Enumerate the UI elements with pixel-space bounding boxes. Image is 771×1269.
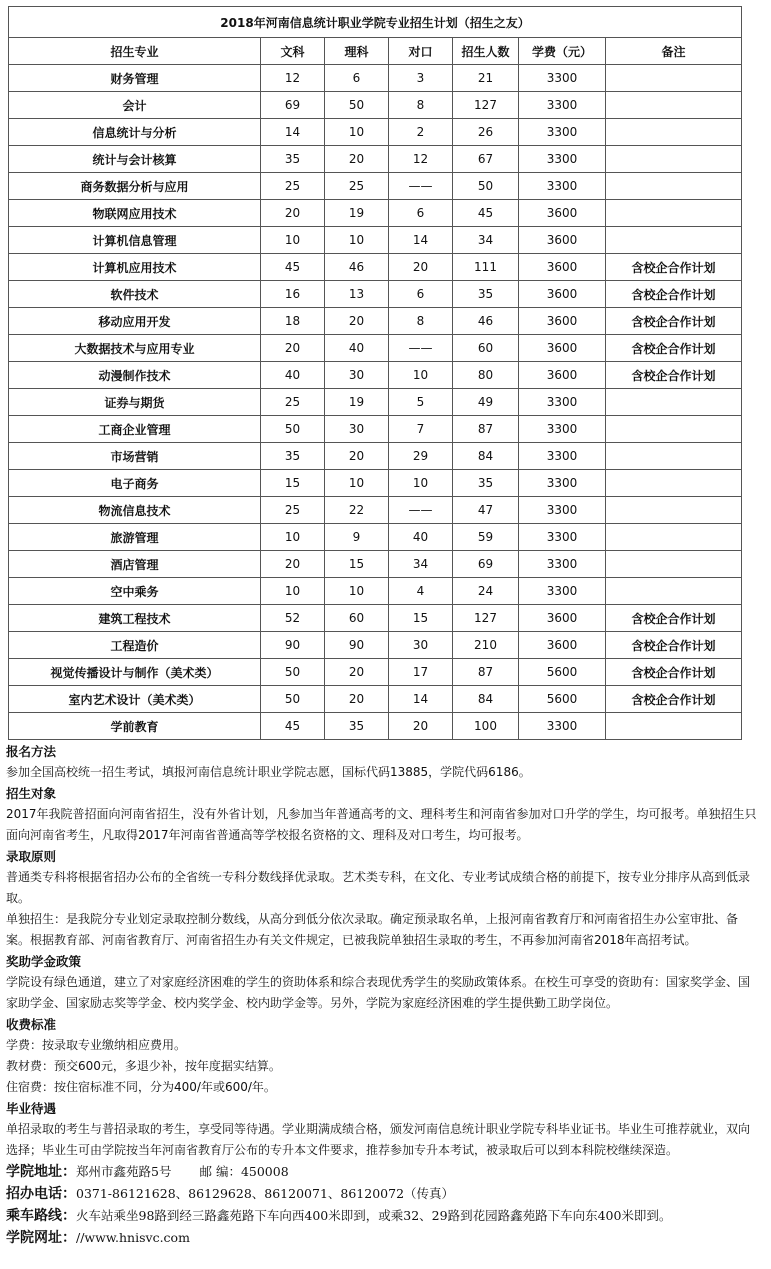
science-cell: 20 xyxy=(325,443,389,470)
table-row xyxy=(9,200,742,227)
science-cell: 10 xyxy=(325,119,389,146)
arts-cell: 50 xyxy=(261,686,325,713)
vocational-cell: 2 xyxy=(389,119,453,146)
table-row xyxy=(9,173,742,200)
vocational-cell: 20 xyxy=(389,254,453,281)
table-row xyxy=(9,281,742,308)
section-title-signup: 报名方法 xyxy=(6,744,57,759)
tuition-cell: 3300 xyxy=(519,497,606,524)
major-cell: 建筑工程技术 xyxy=(9,605,261,632)
major-cell: 室内艺术设计（美术类） xyxy=(9,686,261,713)
tuition-cell: 3300 xyxy=(519,389,606,416)
column-header: 对口 xyxy=(389,38,453,65)
total-cell: 80 xyxy=(453,362,519,389)
website-row xyxy=(6,1227,760,1249)
major-cell: 物联网应用技术 xyxy=(9,200,261,227)
tuition-cell: 3600 xyxy=(519,227,606,254)
note-cell xyxy=(606,497,742,524)
total-cell: 60 xyxy=(453,335,519,362)
arts-cell: 45 xyxy=(261,254,325,281)
tuition-cell: 3300 xyxy=(519,65,606,92)
vocational-cell: —— xyxy=(389,173,453,200)
tuition-cell: 3600 xyxy=(519,254,606,281)
arts-cell: 35 xyxy=(261,146,325,173)
total-cell: 26 xyxy=(453,119,519,146)
total-cell: 84 xyxy=(453,686,519,713)
note-cell xyxy=(606,443,742,470)
tuition-cell: 3600 xyxy=(519,362,606,389)
arts-cell: 25 xyxy=(261,389,325,416)
arts-cell: 14 xyxy=(261,119,325,146)
vocational-cell: 30 xyxy=(389,632,453,659)
arts-cell: 52 xyxy=(261,605,325,632)
phone-row xyxy=(6,1183,760,1205)
address-value: 郑州市鑫苑路5号 xyxy=(76,1164,172,1179)
table-row xyxy=(9,146,742,173)
arts-cell: 45 xyxy=(261,713,325,740)
major-cell: 财务管理 xyxy=(9,65,261,92)
table-row xyxy=(9,335,742,362)
tuition-cell: 3600 xyxy=(519,200,606,227)
science-cell: 25 xyxy=(325,173,389,200)
total-cell: 127 xyxy=(453,92,519,119)
arts-cell: 25 xyxy=(261,497,325,524)
postcode-label: 邮 编： xyxy=(199,1164,241,1179)
tuition-cell: 3300 xyxy=(519,119,606,146)
science-cell: 13 xyxy=(325,281,389,308)
fees-tuition: 学费：按录取专业缴纳相应费用。 xyxy=(6,1038,187,1052)
total-cell: 87 xyxy=(453,416,519,443)
science-cell: 10 xyxy=(325,470,389,497)
note-cell xyxy=(606,416,742,443)
vocational-cell: 14 xyxy=(389,227,453,254)
science-cell: 9 xyxy=(325,524,389,551)
total-cell: 49 xyxy=(453,389,519,416)
science-cell: 19 xyxy=(325,200,389,227)
major-cell: 空中乘务 xyxy=(9,578,261,605)
total-cell: 21 xyxy=(453,65,519,92)
science-cell: 19 xyxy=(325,389,389,416)
science-cell: 30 xyxy=(325,362,389,389)
vocational-cell: 12 xyxy=(389,146,453,173)
vocational-cell: 15 xyxy=(389,605,453,632)
major-cell: 工程造价 xyxy=(9,632,261,659)
column-header: 理科 xyxy=(325,38,389,65)
total-cell: 69 xyxy=(453,551,519,578)
column-header: 招生人数 xyxy=(453,38,519,65)
column-header: 学费（元） xyxy=(519,38,606,65)
major-cell: 会计 xyxy=(9,92,261,119)
note-cell xyxy=(606,551,742,578)
arts-cell: 20 xyxy=(261,200,325,227)
science-cell: 20 xyxy=(325,308,389,335)
total-cell: 84 xyxy=(453,443,519,470)
signup-text: 参加全国高校统一招生考试，填报河南信息统计职业学院志愿，国标代码13885，学院代码6186。 xyxy=(6,765,531,779)
vocational-cell: 8 xyxy=(389,92,453,119)
science-cell: 10 xyxy=(325,227,389,254)
science-cell: 20 xyxy=(325,146,389,173)
major-cell: 信息统计与分析 xyxy=(9,119,261,146)
note-cell xyxy=(606,200,742,227)
column-header: 备注 xyxy=(606,38,742,65)
major-cell: 计算机信息管理 xyxy=(9,227,261,254)
tuition-cell: 3600 xyxy=(519,281,606,308)
table-row xyxy=(9,524,742,551)
total-cell: 46 xyxy=(453,308,519,335)
vocational-cell: —— xyxy=(389,497,453,524)
note-cell xyxy=(606,713,742,740)
vocational-cell: 14 xyxy=(389,686,453,713)
major-cell: 大数据技术与应用专业 xyxy=(9,335,261,362)
graduation-text: 单招录取的考生与普招录取的考生，享受同等待遇。学业期满成绩合格，颁发河南信息统计职业学院专科毕业证书。毕业生可推荐就业，双向选择；毕业生可由学院按当年河南省教育厅公布的专升本文件要求，推荐参加专升本考试，被录取后可以到本科院校继续深造。 xyxy=(6,1122,751,1157)
table-row xyxy=(9,65,742,92)
tuition-cell: 3300 xyxy=(519,443,606,470)
table-row xyxy=(9,632,742,659)
total-cell: 45 xyxy=(453,200,519,227)
table-row xyxy=(9,389,742,416)
address-label: 学院地址： xyxy=(6,1164,76,1180)
tuition-cell: 3300 xyxy=(519,146,606,173)
table-row xyxy=(9,659,742,686)
vocational-cell: 17 xyxy=(389,659,453,686)
total-cell: 59 xyxy=(453,524,519,551)
table-row xyxy=(9,470,742,497)
science-cell: 35 xyxy=(325,713,389,740)
arts-cell: 15 xyxy=(261,470,325,497)
vocational-cell: 10 xyxy=(389,362,453,389)
aid-text: 学院设有绿色通道，建立了对家庭经济困难的学生的资助体系和综合表现优秀学生的奖励政策体系。在校生可享受的资助有：国家奖学金、国家助学金、国家励志奖等学金、校内奖学金、校内助学金等。另外，学院为家庭经济困难的学生提供勤工助学岗位。 xyxy=(6,975,751,1010)
science-cell: 20 xyxy=(325,686,389,713)
major-cell: 商务数据分析与应用 xyxy=(9,173,261,200)
total-cell: 35 xyxy=(453,281,519,308)
address-row xyxy=(6,1161,760,1183)
vocational-cell: 6 xyxy=(389,200,453,227)
table-row xyxy=(9,362,742,389)
tuition-cell: 3600 xyxy=(519,335,606,362)
total-cell: 34 xyxy=(453,227,519,254)
vocational-cell: —— xyxy=(389,335,453,362)
tuition-cell: 3300 xyxy=(519,173,606,200)
major-cell: 软件技术 xyxy=(9,281,261,308)
science-cell: 30 xyxy=(325,416,389,443)
vocational-cell: 7 xyxy=(389,416,453,443)
vocational-cell: 20 xyxy=(389,713,453,740)
tuition-cell: 5600 xyxy=(519,659,606,686)
section-title-graduation: 毕业待遇 xyxy=(6,1101,57,1116)
phone-label: 招办电话： xyxy=(6,1186,76,1202)
section-title-target: 招生对象 xyxy=(6,786,57,801)
note-cell: 含校企合作计划 xyxy=(606,281,742,308)
total-cell: 67 xyxy=(453,146,519,173)
tuition-cell: 3300 xyxy=(519,551,606,578)
vocational-cell: 40 xyxy=(389,524,453,551)
major-cell: 酒店管理 xyxy=(9,551,261,578)
admission-info xyxy=(6,741,760,1249)
vocational-cell: 10 xyxy=(389,470,453,497)
table-row xyxy=(9,119,742,146)
science-cell: 90 xyxy=(325,632,389,659)
major-cell: 物流信息技术 xyxy=(9,497,261,524)
table-row xyxy=(9,227,742,254)
admission-text-single: 单独招生：是我院分专业划定录取控制分数线，从高分到低分依次录取。确定预录取名单，上报河南省教育厅和河南省招生办公室审批、备案。根据教育部、河南省教育厅、河南省招生办有关文件规定，已被我院单独招生录取的考生，不再参加河南省2018年高招考试。 xyxy=(6,912,739,947)
tuition-cell: 3600 xyxy=(519,605,606,632)
column-header: 文科 xyxy=(261,38,325,65)
vocational-cell: 8 xyxy=(389,308,453,335)
arts-cell: 50 xyxy=(261,659,325,686)
science-cell: 22 xyxy=(325,497,389,524)
note-cell xyxy=(606,119,742,146)
section-title-admission: 录取原则 xyxy=(6,849,57,864)
note-cell: 含校企合作计划 xyxy=(606,308,742,335)
arts-cell: 35 xyxy=(261,443,325,470)
note-cell: 含校企合作计划 xyxy=(606,632,742,659)
tuition-cell: 5600 xyxy=(519,686,606,713)
science-cell: 10 xyxy=(325,578,389,605)
note-cell: 含校企合作计划 xyxy=(606,605,742,632)
total-cell: 87 xyxy=(453,659,519,686)
tuition-cell: 3300 xyxy=(519,713,606,740)
enrollment-plan-table xyxy=(8,6,742,740)
contact-block xyxy=(6,1161,760,1249)
arts-cell: 20 xyxy=(261,551,325,578)
total-cell: 127 xyxy=(453,605,519,632)
note-cell: 含校企合作计划 xyxy=(606,254,742,281)
arts-cell: 40 xyxy=(261,362,325,389)
table-row xyxy=(9,443,742,470)
tuition-cell: 3300 xyxy=(519,524,606,551)
science-cell: 40 xyxy=(325,335,389,362)
major-cell: 移动应用开发 xyxy=(9,308,261,335)
major-cell: 旅游管理 xyxy=(9,524,261,551)
total-cell: 24 xyxy=(453,578,519,605)
website-label: 学院网址： xyxy=(6,1230,76,1246)
science-cell: 50 xyxy=(325,92,389,119)
note-cell: 含校企合作计划 xyxy=(606,686,742,713)
note-cell xyxy=(606,578,742,605)
note-cell xyxy=(606,524,742,551)
major-cell: 证券与期货 xyxy=(9,389,261,416)
phone-value: 0371-86121628、86129628、86120071、86120072（传真） xyxy=(76,1186,455,1201)
tuition-cell: 3600 xyxy=(519,308,606,335)
arts-cell: 10 xyxy=(261,227,325,254)
arts-cell: 25 xyxy=(261,173,325,200)
major-cell: 动漫制作技术 xyxy=(9,362,261,389)
science-cell: 60 xyxy=(325,605,389,632)
tuition-cell: 3300 xyxy=(519,578,606,605)
arts-cell: 10 xyxy=(261,524,325,551)
tuition-cell: 3600 xyxy=(519,632,606,659)
arts-cell: 18 xyxy=(261,308,325,335)
note-cell xyxy=(606,92,742,119)
table-row xyxy=(9,92,742,119)
note-cell xyxy=(606,227,742,254)
route-value: 火车站乘坐98路到经三路鑫苑路下车向西400米即到，或乘32、29路到花园路鑫苑路下车向东400米即到。 xyxy=(76,1208,672,1223)
note-cell xyxy=(606,146,742,173)
note-cell xyxy=(606,65,742,92)
total-cell: 111 xyxy=(453,254,519,281)
table-row xyxy=(9,308,742,335)
table-title: 2018年河南信息统计职业学院专业招生计划（招生之友） xyxy=(9,7,742,38)
fees-dormitory: 住宿费：按住宿标准不同，分为400/年或600/年。 xyxy=(6,1080,276,1094)
table-body xyxy=(9,65,742,740)
major-cell: 视觉传播设计与制作（美术类） xyxy=(9,659,261,686)
arts-cell: 10 xyxy=(261,578,325,605)
note-cell: 含校企合作计划 xyxy=(606,335,742,362)
note-cell xyxy=(606,470,742,497)
table-row xyxy=(9,551,742,578)
vocational-cell: 5 xyxy=(389,389,453,416)
table-row xyxy=(9,497,742,524)
section-title-fees: 收费标准 xyxy=(6,1017,57,1032)
table-row xyxy=(9,578,742,605)
total-cell: 47 xyxy=(453,497,519,524)
table-row xyxy=(9,605,742,632)
admission-text-general: 普通类专科将根据省招办公布的全省统一专科分数线择优录取。艺术类专科，在文化、专业考试成绩合格的前提下，按专业分排序从高到低录取。 xyxy=(6,870,751,905)
vocational-cell: 29 xyxy=(389,443,453,470)
major-cell: 工商企业管理 xyxy=(9,416,261,443)
tuition-cell: 3300 xyxy=(519,470,606,497)
arts-cell: 20 xyxy=(261,335,325,362)
note-cell xyxy=(606,173,742,200)
vocational-cell: 3 xyxy=(389,65,453,92)
note-cell: 含校企合作计划 xyxy=(606,362,742,389)
major-cell: 统计与会计核算 xyxy=(9,146,261,173)
arts-cell: 69 xyxy=(261,92,325,119)
major-cell: 市场营销 xyxy=(9,443,261,470)
tuition-cell: 3300 xyxy=(519,416,606,443)
note-cell xyxy=(606,389,742,416)
arts-cell: 50 xyxy=(261,416,325,443)
tuition-cell: 3300 xyxy=(519,92,606,119)
target-text: 2017年我院普招面向河南省招生，没有外省计划，凡参加当年普通高考的文、理科考生和河南省参加对口升学的学生，均可报考。单独招生只面向河南省考生，凡取得2017年河南省普通高等学校报名资格的文、理科及对口考生，均可报考。 xyxy=(6,807,757,842)
science-cell: 46 xyxy=(325,254,389,281)
total-cell: 35 xyxy=(453,470,519,497)
major-cell: 学前教育 xyxy=(9,713,261,740)
science-cell: 15 xyxy=(325,551,389,578)
fees-textbook: 教材费：预交600元，多退少补，按年度据实结算。 xyxy=(6,1059,281,1073)
column-header: 招生专业 xyxy=(9,38,261,65)
total-cell: 50 xyxy=(453,173,519,200)
table-row xyxy=(9,416,742,443)
table-header-row xyxy=(9,38,742,65)
table-row xyxy=(9,713,742,740)
section-title-aid: 奖助学金政策 xyxy=(6,954,82,969)
major-cell: 计算机应用技术 xyxy=(9,254,261,281)
website-value[interactable]: //www.hnisvc.com xyxy=(76,1230,190,1245)
vocational-cell: 34 xyxy=(389,551,453,578)
postcode-value: 450008 xyxy=(240,1164,289,1179)
table-row xyxy=(9,254,742,281)
vocational-cell: 4 xyxy=(389,578,453,605)
total-cell: 210 xyxy=(453,632,519,659)
note-cell: 含校企合作计划 xyxy=(606,659,742,686)
arts-cell: 16 xyxy=(261,281,325,308)
science-cell: 20 xyxy=(325,659,389,686)
science-cell: 6 xyxy=(325,65,389,92)
major-cell: 电子商务 xyxy=(9,470,261,497)
route-label: 乘车路线： xyxy=(6,1208,76,1224)
total-cell: 100 xyxy=(453,713,519,740)
arts-cell: 12 xyxy=(261,65,325,92)
vocational-cell: 6 xyxy=(389,281,453,308)
table-row xyxy=(9,686,742,713)
arts-cell: 90 xyxy=(261,632,325,659)
route-row xyxy=(6,1205,760,1227)
